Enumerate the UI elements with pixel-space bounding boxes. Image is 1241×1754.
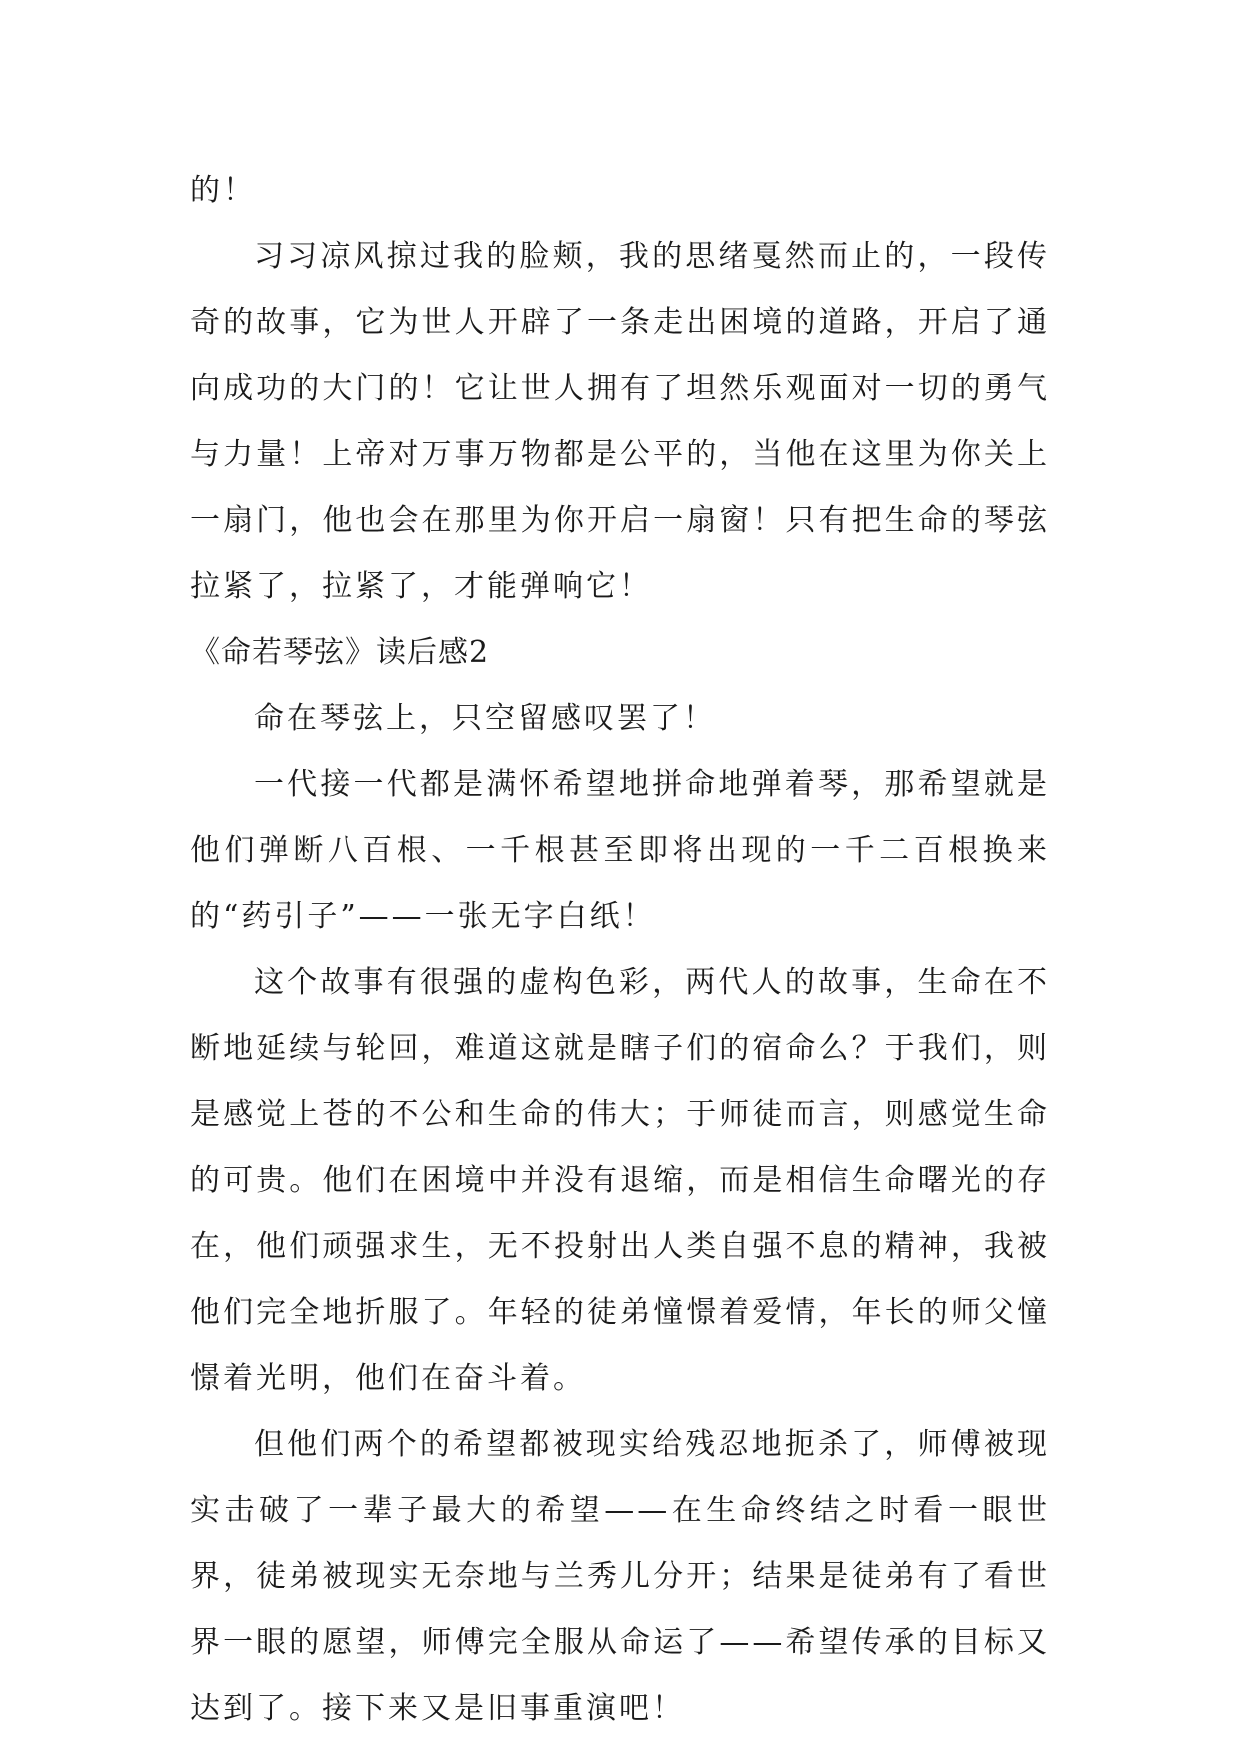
paragraph: 习习凉风掠过我的脸颊，我的思绪戛然而止的，一段传奇的故事，它为世人开辟了一条走出困境的道路，开启了通向成功的大门的！它让世人拥有了坦然乐观面对一切的勇气与力量！上帝对万事万物都是公平的，当他在这里为你关上一扇门，他也会在那里为你开启一扇窗！只有把生命的琴弦拉紧了，拉紧了，才能弹响它！ (190, 239, 1050, 604)
paragraph: 但他们两个的希望都被现实给残忍地扼杀了，师傅被现实击破了一辈子最大的希望——在生命终结之时看一眼世界，徒弟被现实无奈地与兰秀儿分开；结果是徒弟有了看世界一眼的愿望，师傅完全服从命运了——希望传承的目标又达到了。接下来又是旧事重演吧！ (190, 1427, 1050, 1726)
paragraph-continued: 的！ (190, 173, 256, 208)
document-body (190, 158, 1050, 1742)
section-heading: 《命若琴弦》读后感2 (190, 635, 490, 670)
paragraph: 这个故事有很强的虚构色彩，两代人的故事，生命在不断地延续与轮回，难道这就是瞎子们的宿命么？于我们，则是感觉上苍的不公和生命的伟大；于师徒而言，则感觉生命的可贵。他们在困境中并没有退缩，而是相信生命曙光的存在，他们顽强求生，无不投射出人类自强不息的精神，我被他们完全地折服了。年轻的徒弟憧憬着爱情，年长的师父憧憬着光明，他们在奋斗着。 (190, 965, 1050, 1396)
paragraph: 命在琴弦上，只空留感叹罢了！ (254, 701, 716, 736)
paragraph: 一代接一代都是满怀希望地拼命地弹着琴，那希望就是他们弹断八百根、一千根甚至即将出现的一千二百根换来的“药引子”——一张无字白纸！ (190, 767, 1050, 934)
